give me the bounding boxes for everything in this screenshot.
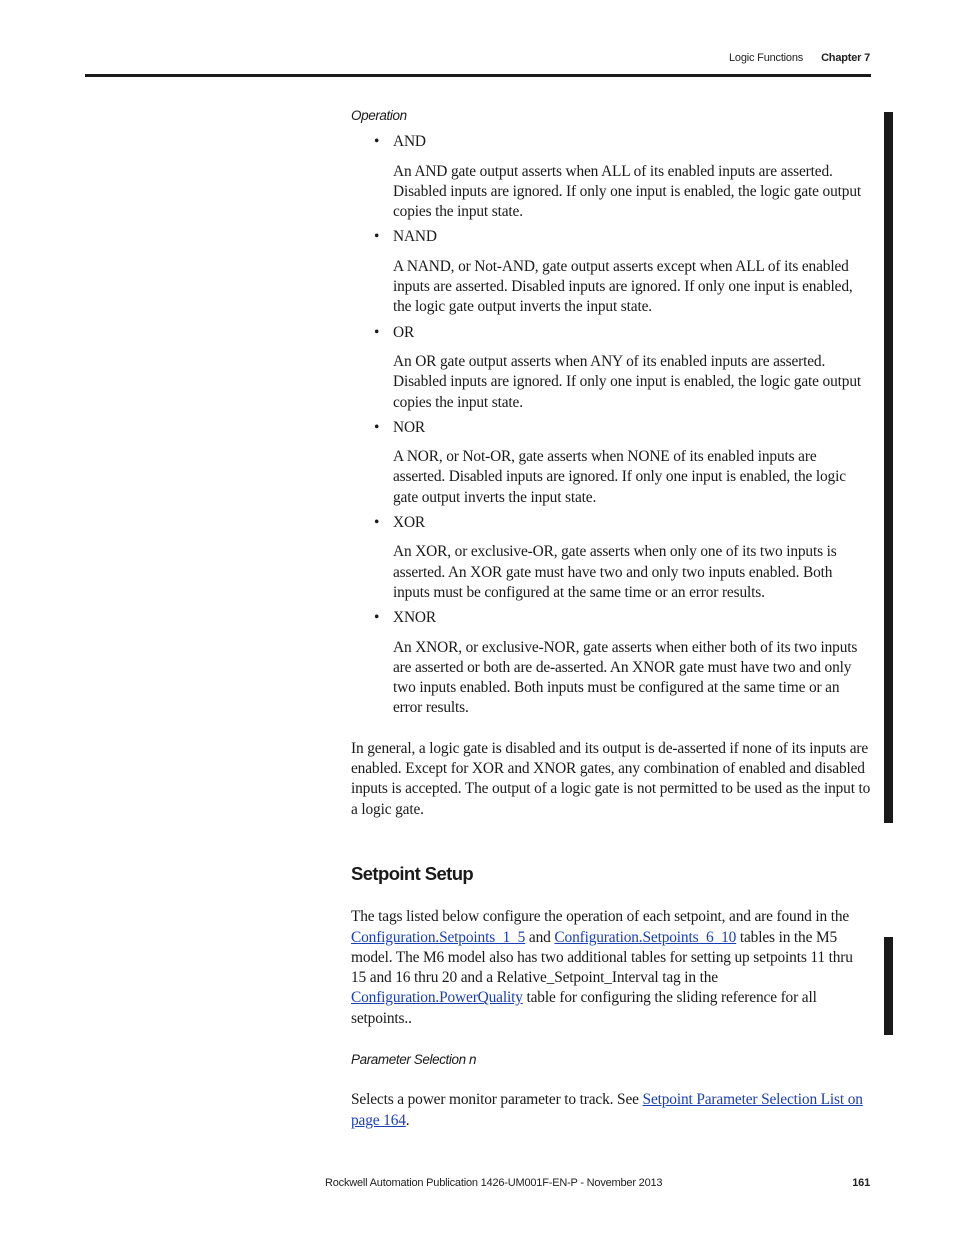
- setpoints-6-10-link[interactable]: Configuration.Setpoints_6_10: [554, 928, 737, 946]
- gate-description: An OR gate output asserts when ANY of its enabled inputs are asserted. Disabled inputs are ignored. If only one input is enabled, the logic gate output copies the input state.: [393, 352, 861, 411]
- bullet-label: [351, 513, 871, 533]
- bullet-icon: •: [374, 228, 380, 246]
- running-header: [729, 52, 870, 64]
- publication-id: Rockwell Automation Publication 1426-UM001F-EN-P - November 2013: [325, 1177, 663, 1189]
- bullet-label: [351, 227, 871, 247]
- list-item: [351, 513, 871, 603]
- section-heading: Setpoint Setup: [351, 862, 474, 884]
- bullet-label: [351, 418, 871, 438]
- gate-label: XOR: [393, 514, 426, 532]
- param-text: Selects a power monitor parameter to track. See: [351, 1091, 643, 1109]
- gate-list: [351, 132, 871, 718]
- list-item: [351, 608, 871, 718]
- list-item: [351, 418, 871, 508]
- intro-text: and: [525, 928, 555, 946]
- bullet-icon: •: [374, 514, 380, 532]
- gate-description: An XNOR, or exclusive-NOR, gate asserts when either both of its two inputs are asserted or both are de-asserted. An XNOR gate must have two and only two inputs enabled. Both inputs must be configured at the same time or an error results.: [393, 638, 858, 717]
- header-section: Logic Functions: [729, 52, 804, 64]
- intro-text: tables in the M5 model. The M6 model also has two additional tables for setting up setpoints 11 thru 15 and 16 thru 20 and a Relative_Setpoint_Interval tag in the: [351, 928, 853, 987]
- header-rule: [85, 74, 871, 77]
- bullet-label: [351, 132, 871, 152]
- parameter-description: [351, 1090, 871, 1131]
- header-chapter: Chapter 7: [821, 52, 870, 64]
- bullet-icon: •: [374, 418, 380, 436]
- intro-text: table for configuring the sliding reference for all setpoints..: [351, 989, 817, 1027]
- list-item: [351, 323, 871, 413]
- list-item: [351, 227, 871, 317]
- bullet-icon: •: [374, 323, 380, 341]
- operation-heading: Operation: [351, 108, 407, 123]
- parameter-selection-link[interactable]: Setpoint Parameter Selection List on page 164: [351, 1091, 863, 1129]
- intro-text: The tags listed below configure the operation of each setpoint, and are found in the: [351, 908, 850, 926]
- gate-description: A NOR, or Not-OR, gate asserts when NONE of its enabled inputs are asserted. Disabled inputs are ignored. If only one input is enabled, the logic gate output inverts the input state.: [393, 448, 846, 506]
- change-bar: [884, 112, 893, 823]
- bullet-icon: •: [374, 133, 380, 151]
- bullet-label: [351, 608, 871, 628]
- change-bar: [884, 937, 893, 1035]
- setpoints-1-5-link[interactable]: Configuration.Setpoints_1_5: [351, 928, 526, 946]
- list-item: [351, 132, 871, 222]
- gate-description: A NAND, or Not-AND, gate output asserts except when ALL of its enabled inputs are asserted. Disabled inputs are ignored. If only one input is enabled, the logic gate output inverts the input state.: [393, 257, 853, 316]
- bullet-label: [351, 323, 871, 343]
- gate-description: An AND gate output asserts when ALL of its enabled inputs are asserted. Disabled inputs are ignored. If only one input is enabled, the logic gate output copies the input state.: [393, 162, 861, 221]
- gate-label: OR: [393, 323, 415, 341]
- gate-description: An XOR, or exclusive-OR, gate asserts when only one of its two inputs is asserted. An XOR gate must have two and only two inputs enabled. Both inputs must be configured at the same time or an error results.: [393, 543, 837, 601]
- param-text: .: [405, 1111, 410, 1129]
- summary-paragraph: In general, a logic gate is disabled and its output is de-asserted if none of its inputs are enabled. Except for XOR and XNOR gates, any combination of enabled and disabled inputs is accepted. The output of a logic gate is not permitted to be used as the input to a logic gate.: [351, 739, 871, 818]
- bullet-icon: •: [374, 609, 380, 627]
- gate-label: NOR: [393, 418, 426, 436]
- page-body: [351, 106, 871, 1131]
- parameter-heading: Parameter Selection n: [351, 1051, 477, 1067]
- gate-label: NAND: [393, 228, 437, 246]
- setpoint-intro: [351, 907, 871, 1029]
- page-number: 161: [852, 1177, 870, 1189]
- power-quality-link[interactable]: Configuration.PowerQuality: [351, 989, 523, 1007]
- gate-label: XNOR: [393, 609, 437, 627]
- gate-label: AND: [393, 133, 426, 151]
